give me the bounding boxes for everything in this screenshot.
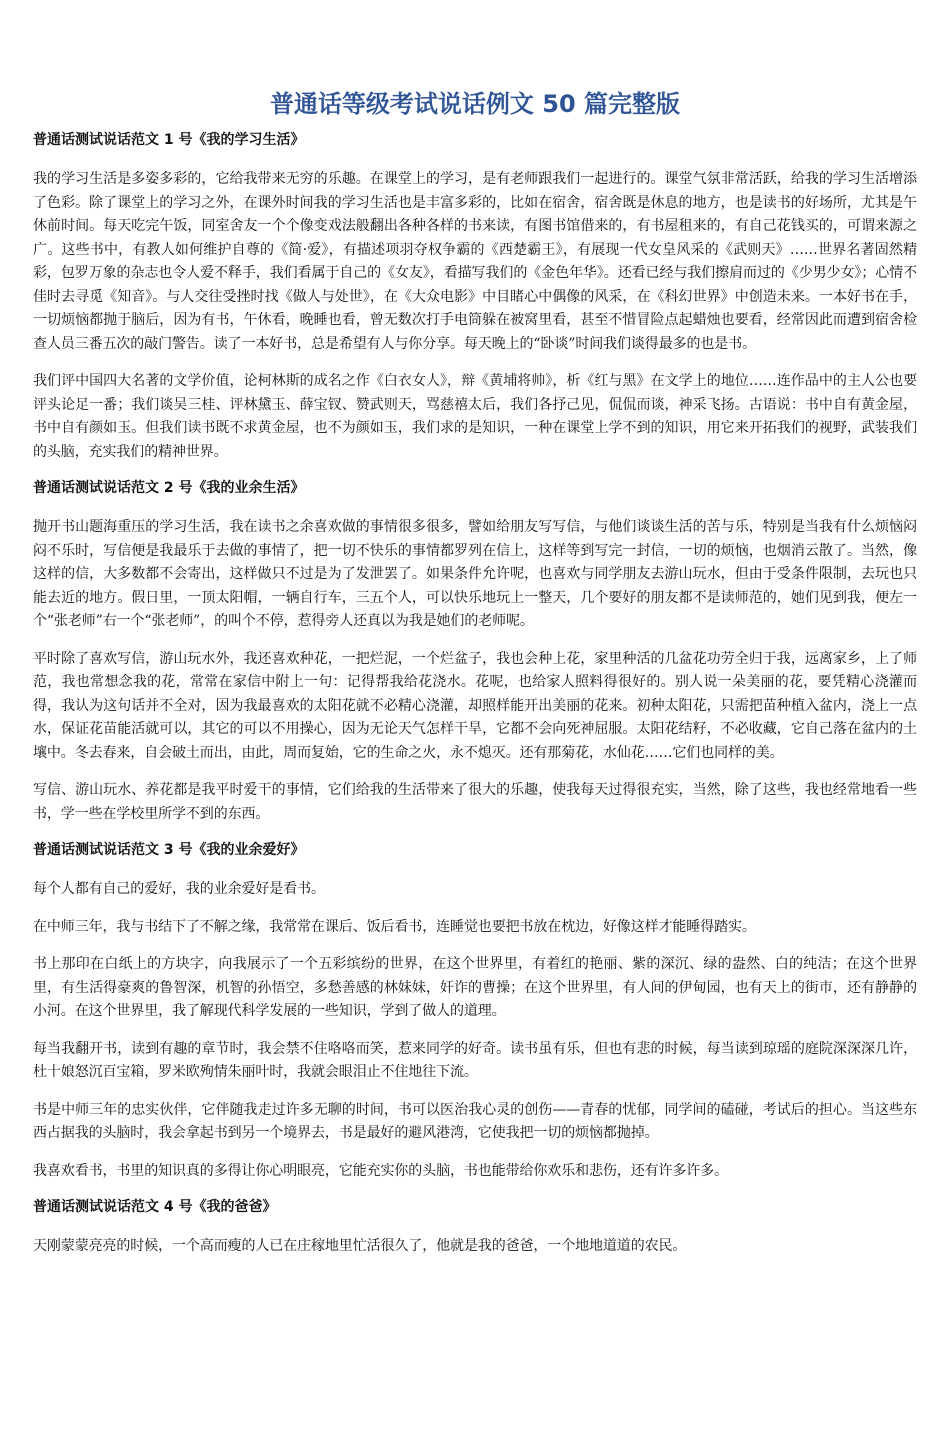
paragraph: 我的学习生活是多姿多彩的，它给我带来无穷的乐趣。在课堂上的学习，是有老师跟我们一起进行的。课堂气氛非常活跃，给我的学习生活增添了色彩。除了课堂上的学习之外，在课外时间我的学习生活也是丰富多彩的，比如在宿舍，宿舍既是休息的地方，也是读书的好场所，尤其是午休前时间。每天吃完午饭，同室舍友一个个像变戏法般翻出各种各样的书来读，有图书馆借来的，有书屋租来的，有自己花钱买的，可谓来源之广。这些书中，有教人如何维护自尊的《简·爱》，有描述项羽夺权争霸的《西楚霸王》，有展现一代女皇风采的《武则天》……世界名著固然精彩，包罗万象的杂志也令人爱不释手，我们看属于自己的《女友》，看描写我们的《金色年华》。还看已经与我们擦肩而过的《少男少女》；心情不佳时去寻觅《知音》。与人交往受挫时找《做人与处世》，在《大众电影》中目睹心中偶像的风采，在《科幻世界》中创造未来。一本好书在手，一切烦恼都抛于脑后，因为有书，午休看，晚睡也看，曾无数次打手电筒躲在被窝里看，甚至不惜冒险点起蜡烛也要看，经常因此而遭到宿舍检查人员三番五次的敲门警告。读了一本好书，总是希望有人与你分享。每天晚上的“卧谈”时间我们谈得最多的也是书。 [33,171,917,352]
section-1 [33,130,917,464]
paragraph: 每当我翻开书，读到有趣的章节时，我会禁不住咯咯而笑，惹来同学的好奇。读书虽有乐，但也有悲的时候，每当读到琼瑶的庭院深深深几许，杜十娘怒沉百宝箱，罗米欧殉情朱丽叶时，我就会眼泪止不住地往下流。 [33,1040,917,1080]
paragraph: 抛开书山题海重压的学习生活，我在读书之余喜欢做的事情很多很多，譬如给朋友写写信，与他们谈谈生活的苦与乐，特别是当我有什么烦恼闷闷不乐时，写信便是我最乐于去做的事情了，把一切不快乐的事情都罗列在信上，这样等到写完一封信，一切的烦恼，也烟消云散了。当然，像这样的信，大多数都不会寄出，这样做只不过是为了发泄罢了。如果条件允许呢，也喜欢与同学朋友去游山玩水，但由于受条件限制，去玩也只能去近的地方。假日里，一顶太阳帽，一辆自行车，三五个人，可以快乐地玩上一整天，几个要好的朋友都不是读师范的，她们见到我，便左一个“张老师”右一个“张老师”，的叫个不停，惹得旁人还真以为我是她们的老师呢。 [33,519,917,629]
document-page [33,88,917,1273]
section-heading: 普通话测试说话范文 4 号《我的爸爸》 [33,1199,277,1215]
paragraph: 天刚蒙蒙亮亮的时候，一个高而瘦的人已在庄稼地里忙活很久了，他就是我的爸爸，一个地地道道的农民。 [33,1238,687,1254]
section-2 [33,478,917,826]
paragraph: 每个人都有自己的爱好，我的业余爱好是看书。 [33,881,325,897]
paragraph: 在中师三年，我与书结下了不解之缘，我常常在课后、饭后看书，连睡觉也要把书放在枕边，好像这样才能睡得踏实。 [33,918,756,935]
section-heading: 普通话测试说话范文 2 号《我的业余生活》 [33,480,305,496]
section-4 [33,1197,917,1259]
section-heading: 普通话测试说话范文 1 号《我的学习生活》 [33,132,305,148]
paragraph: 平时除了喜欢写信，游山玩水外，我还喜欢种花，一把烂泥，一个烂盆子，我也会种上花，家里种活的几盆花功劳全归于我，远离家乡，上了师范，我也常想念我的花，常常在家信中附上一句：记得帮我给花浇水。花呢，也给家人照料得很好的。别人说一朵美丽的花，要凭精心浇灌而得，我认为这句话并不全对，因为我最喜欢的太阳花就不必精心浇灌，却照样能开出美丽的花来。初种太阳花，只需把苗种植入盆内，浇上一点水，保证花苗能活就可以，其它的可以不用操心，因为无论天气怎样干旱，它都不会向死神屈服。太阳花结籽，不必收藏，它自己落在盆内的土壤中。冬去春来，自会破土而出，由此，周而复始，它的生命之火，永不熄灭。还有那菊花，水仙花……它们也同样的美。 [33,650,917,761]
section-heading: 普通话测试说话范文 3 号《我的业余爱好》 [33,842,305,858]
paragraph: 我们评中国四大名著的文学价值，论柯林斯的成名之作《白衣女人》，辩《黄埔将帅》，析《红与黑》在文学上的地位……连作品中的主人公也要评头论足一番；我们谈吴三桂、评林黛玉、薛宝钗、赞武则天，骂慈禧太后，我们各抒己见，侃侃而谈，神采飞扬。古语说：书中自有黄金屋，书中自有颜如玉。但我们读书既不求黄金屋，也不为颜如玉，我们求的是知识，一种在课堂上学不到的知识，用它来开拓我们的视野，武装我们的头脑，充实我们的精神世界。 [33,373,917,460]
paragraph: 书上那印在白纸上的方块字，向我展示了一个五彩缤纷的世界，在这个世界里，有着红的艳丽、紫的深沉、绿的盎然、白的纯洁；在这个世界里，有生活得豪爽的鲁智深，机智的孙悟空，多愁善感的林妹妹，奸诈的曹操；在这个世界里，有人间的伊甸园，也有天上的街市，还有静静的小河。在这个世界里，我了解现代科学发展的一些知识，学到了做人的道理。 [33,956,917,1019]
paragraph: 我喜欢看书，书里的知识真的多得让你心明眼亮，它能充实你的头脑，书也能带给你欢乐和悲伤，还有许多许多。 [33,1162,728,1179]
section-3 [33,840,917,1183]
document-title: 普通话等级考试说话例文 50 篇完整版 [269,90,681,118]
paragraph: 书是中师三年的忠实伙伴，它伴随我走过许多无聊的时间，书可以医治我心灵的创伤——青春的忧郁，同学间的磕碰，考试后的担心。当这些东西占据我的头脑时，我会拿起书到另一个境界去，书是最好的避风港湾，它使我把一切的烦恼都抛掉。 [33,1101,917,1141]
paragraph: 写信、游山玩水、养花都是我平时爱干的事情，它们给我的生活带来了很大的乐趣，使我每天过得很充实，当然，除了这些，我也经常地看一些书，学一些在学校里所学不到的东西。 [33,782,917,822]
